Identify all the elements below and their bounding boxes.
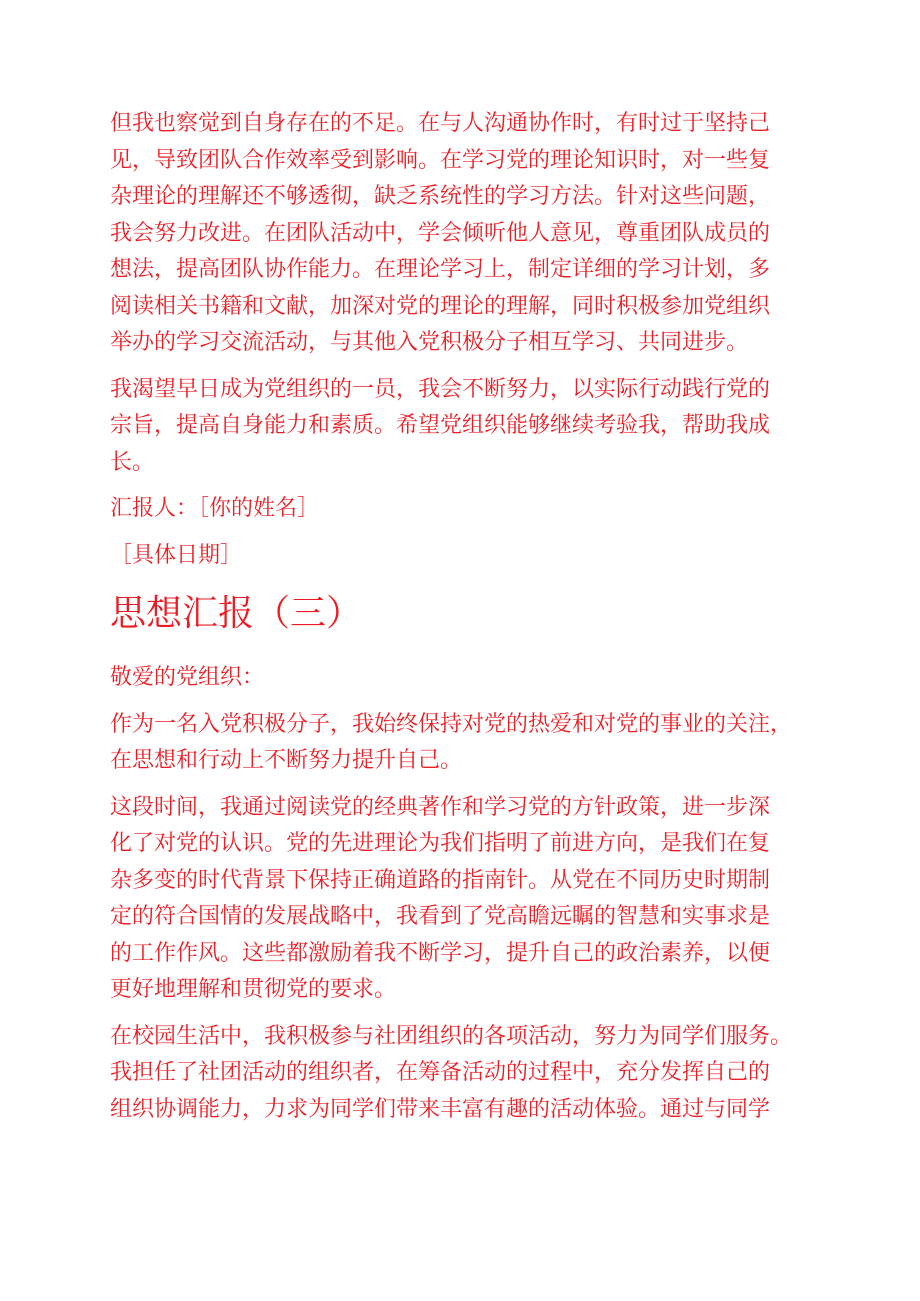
date-text: ［具体日期］ <box>110 542 243 568</box>
text-line: 更好地理解和贯彻党的要求。 <box>110 977 397 1002</box>
text-line: 我会努力改进。在团队活动中，学会倾听他人意见，尊重团队成员的 <box>110 220 771 246</box>
text-line: 的工作作风。这些都激励着我不断学习，提升自己的政治素养，以便 <box>110 940 771 966</box>
salutation-text: 敬爱的党组织： <box>110 665 265 690</box>
text-line: 杂多变的时代背景下保持正确道路的指南针。从党在不同历史时期制 <box>110 867 771 893</box>
text-line: 但我也察觉到自身存在的不足。在与人沟通协作时，有时过于坚持己 <box>110 111 771 136</box>
document-page <box>110 106 822 1138</box>
text-line: 杂理论的理解还不够透彻，缺乏系统性的学习方法。针对这些问题， <box>110 184 771 209</box>
text-line: 化了对党的认识。党的先进理论为我们指明了前进方向，是我们在复 <box>110 831 771 856</box>
text-line: 宗旨，提高自身能力和素质。希望党组织能够继续考验我，帮助我成 <box>110 413 771 438</box>
text-line: 在校园生活中，我积极参与社团组织的各项活动，努力为同学们服务。 <box>110 1023 793 1049</box>
text-line: 见，导致团队合作效率受到影响。在学习党的理论知识时，对一些复 <box>110 147 771 173</box>
text-line: 组织协调能力，力求为同学们带来丰富有趣的活动体验。通过与同学 <box>110 1096 771 1122</box>
date-line <box>110 538 822 575</box>
reporter-text: 汇报人：［你的姓名］ <box>110 496 320 521</box>
paragraph-campus <box>110 1019 822 1129</box>
salutation <box>110 660 822 697</box>
section-three-title: 思想汇报（三） <box>110 593 363 634</box>
text-line: 这段时间，我通过阅读党的经典著作和学习党的方针政策，进一步深 <box>110 794 771 820</box>
text-line: 长。 <box>110 449 155 475</box>
paragraph-intro <box>110 707 822 780</box>
text-line: 举办的学习交流活动，与其他入党积极分子相互学习、共同进步。 <box>110 330 749 355</box>
text-line: 作为一名入党积极分子，我始终保持对党的热爱和对党的事业的关注， <box>110 711 793 737</box>
reporter-line <box>110 491 822 528</box>
text-line: 定的符合国情的发展战略中，我看到了党高瞻远瞩的智慧和实事求是 <box>110 904 771 929</box>
text-line: 想法，提高团队协作能力。在理论学习上，制定详细的学习计划，多 <box>110 257 771 282</box>
paragraph-study <box>110 790 822 1009</box>
paragraph-shortcomings <box>110 106 822 362</box>
text-line: 在思想和行动上不断努力提升自己。 <box>110 748 463 773</box>
text-line: 阅读相关书籍和文献，加深对党的理论的理解，同时积极参加党组织 <box>110 293 771 319</box>
paragraph-aspiration <box>110 372 822 482</box>
text-line: 我渴望早日成为党组织的一员，我会不断努力，以实际行动践行党的 <box>110 376 771 402</box>
text-line: 我担任了社团活动的组织者，在筹备活动的过程中，充分发挥自己的 <box>110 1060 771 1085</box>
